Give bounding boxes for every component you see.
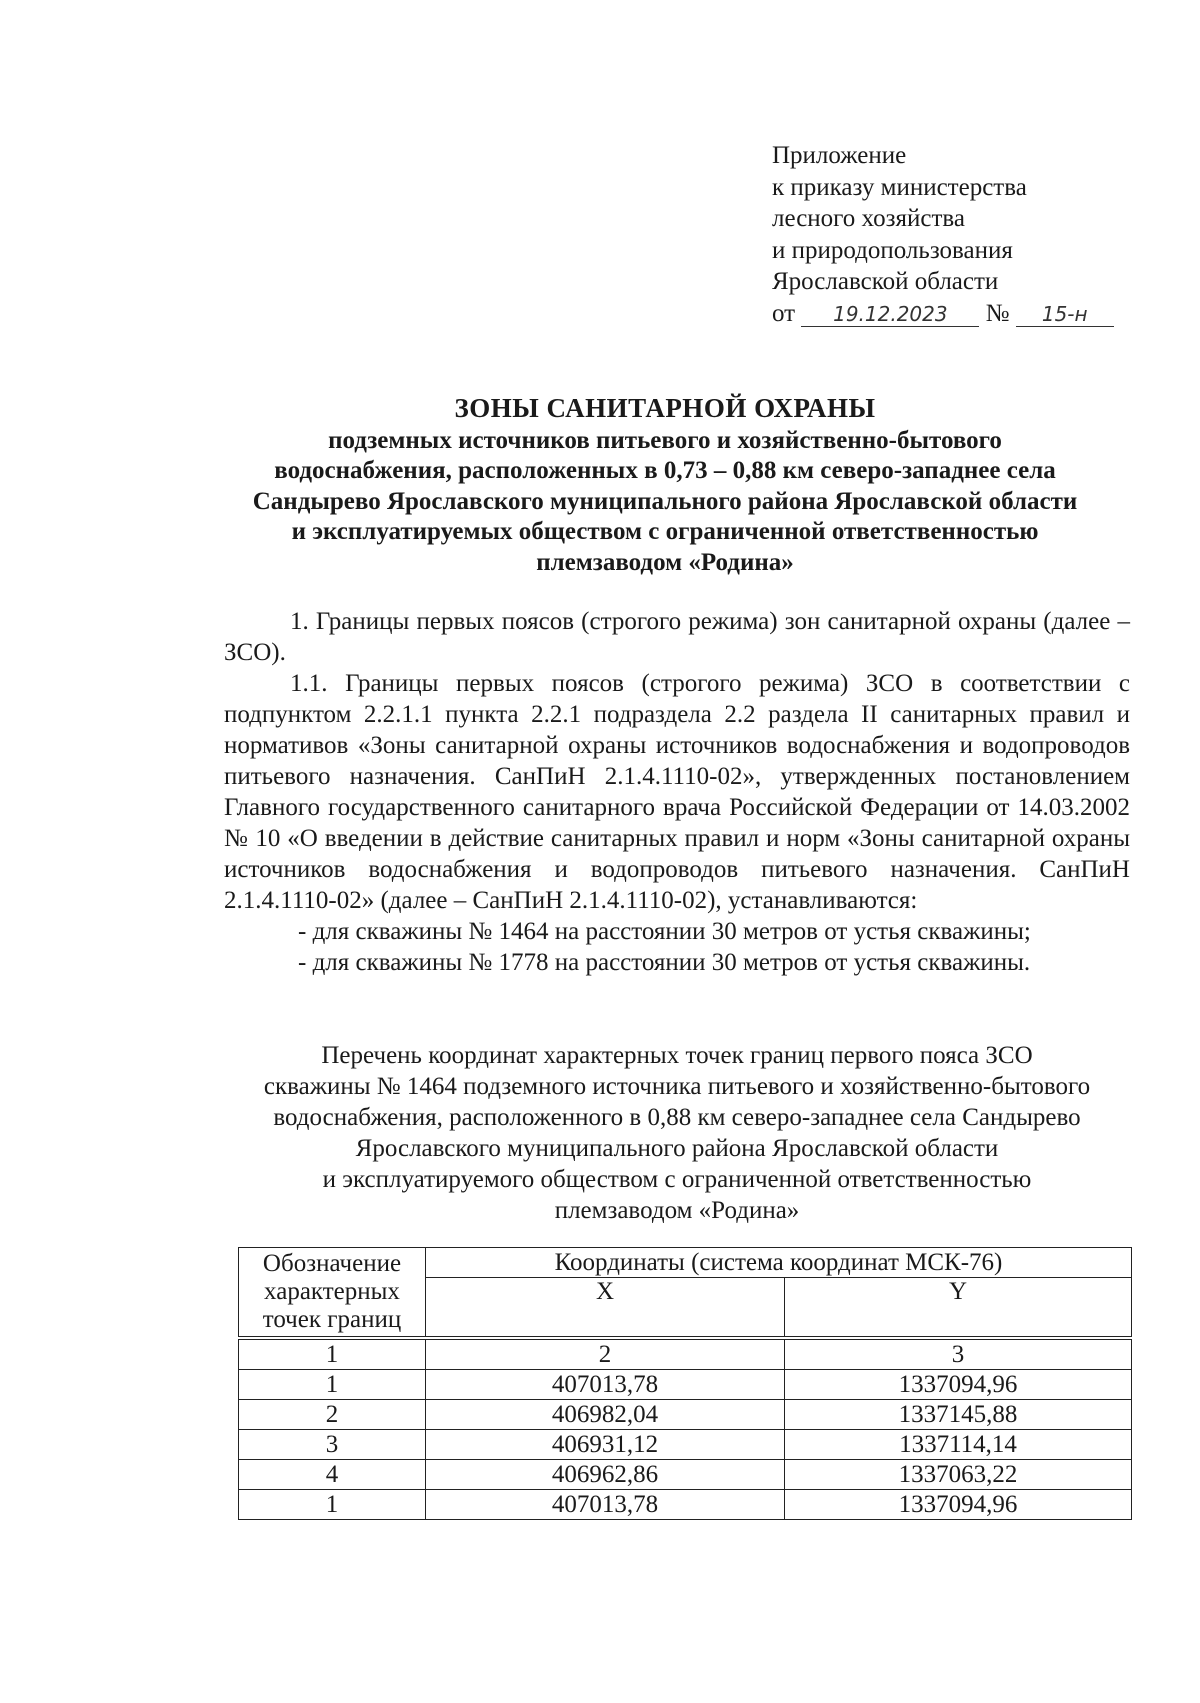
title-main: ЗОНЫ САНИТАРНОЙ ОХРАНЫ (454, 393, 876, 423)
cell-point: 3 (239, 1430, 426, 1460)
paragraph-1-1: 1.1. Границы первых поясов (строгого режима) ЗСО в соответствии с подпунктом 2.2.1.1 пункта 2.2.1 подраздела 2.2 раздела II санитарных правил и нормативов «Зоны санитарной охраны источников водоснабжения и водопроводов питьевого назначения. СанПиН 2.1.4.1110-02», утвержденных постановлением Главного государственного санитарного врача Российской Федерации от 14.03.2002 № 10 «О введении в действие санитарных правил и норм «Зоны санитарной охраны источников водоснабжения и водопроводов питьевого назначения. СанПиН 2.1.4.1110-02» (далее – СанПиН 2.1.4.1110-02), устанавливаются: (224, 670, 1130, 914)
column-number-row (239, 1338, 1132, 1370)
caption-line: водоснабжения, расположенного в 0,88 км северо-западнее села Сандырево (273, 1104, 1081, 1131)
paragraph-1: 1. Границы первых поясов (строгого режима) зон санитарной охраны (далее – ЗСО). (224, 608, 1130, 666)
cell-point: 2 (239, 1400, 426, 1430)
cell-x: 407013,78 (426, 1490, 785, 1520)
handwritten-number: 15-н (1016, 302, 1114, 327)
table-row (239, 1490, 1132, 1520)
cell-y: 1337114,14 (785, 1430, 1132, 1460)
caption-line: и эксплуатируемого обществом с ограниченной ответственностью (322, 1166, 1032, 1193)
table-row (239, 1460, 1132, 1490)
table-caption (212, 1040, 1142, 1226)
cell-y: 1337094,96 (785, 1370, 1132, 1400)
cell-point: 1 (239, 1370, 426, 1400)
cell-y: 1337145,88 (785, 1400, 1132, 1430)
column-number: 3 (785, 1338, 1132, 1370)
title-line: Сандырево Ярославского муниципального района Ярославской области (252, 487, 1078, 515)
document-title (200, 393, 1130, 578)
caption-line: Перечень координат характерных точек границ первого пояса ЗСО (321, 1042, 1033, 1069)
caption-line: племзаводом «Родина» (554, 1197, 800, 1224)
table-row (239, 1400, 1132, 1430)
date-prefix: от (772, 299, 796, 327)
caption-line: скважины № 1464 подземного источника питьевого и хозяйственно-бытового (263, 1073, 1091, 1100)
attachment-date-line (772, 298, 1152, 330)
document-body (224, 606, 1130, 978)
title-line: водоснабжения, расположенных в 0,73 – 0,88 км северо-западнее села (274, 457, 1056, 484)
cell-x: 406982,04 (426, 1400, 785, 1430)
attachment-line: лесного хозяйства (772, 205, 965, 232)
attachment-line: к приказу министерства (772, 173, 1027, 201)
header-coords: Координаты (система координат МСК-76) (426, 1248, 1132, 1278)
cell-x: 406931,12 (426, 1430, 785, 1460)
cell-x: 407013,78 (426, 1370, 785, 1400)
handwritten-date: 19.12.2023 (801, 302, 979, 327)
number-label: № (985, 299, 1010, 327)
table-row (239, 1370, 1132, 1400)
caption-line: Ярославского муниципального района Ярославской области (355, 1135, 999, 1162)
column-number: 2 (426, 1338, 785, 1370)
attachment-line: Ярославской области (772, 268, 999, 295)
header-y: Y (785, 1278, 1132, 1339)
title-line: племзаводом «Родина» (536, 548, 794, 576)
header-x: X (426, 1278, 785, 1339)
cell-point: 1 (239, 1490, 426, 1520)
cell-y: 1337094,96 (785, 1490, 1132, 1520)
cell-x: 406962,86 (426, 1460, 785, 1490)
coordinates-table (238, 1247, 1132, 1520)
header-point: Обозначение характерных точек границ (239, 1248, 426, 1339)
attachment-line: и природопользования (772, 236, 1013, 264)
attachment-line: Приложение (772, 142, 907, 169)
table-header-row (239, 1248, 1132, 1278)
list-item: - для скважины № 1778 на расстоянии 30 метров от устья скважины. (298, 949, 1031, 976)
column-number: 1 (239, 1338, 426, 1370)
attachment-block (772, 140, 1152, 329)
title-line: и эксплуатируемых обществом с ограниченной ответственностью (291, 518, 1039, 545)
cell-y: 1337063,22 (785, 1460, 1132, 1490)
title-line: подземных источников питьевого и хозяйственно-бытового (328, 426, 1002, 454)
list-item: - для скважины № 1464 на расстоянии 30 метров от устья скважины; (298, 918, 1031, 945)
cell-point: 4 (239, 1460, 426, 1490)
table-row (239, 1430, 1132, 1460)
